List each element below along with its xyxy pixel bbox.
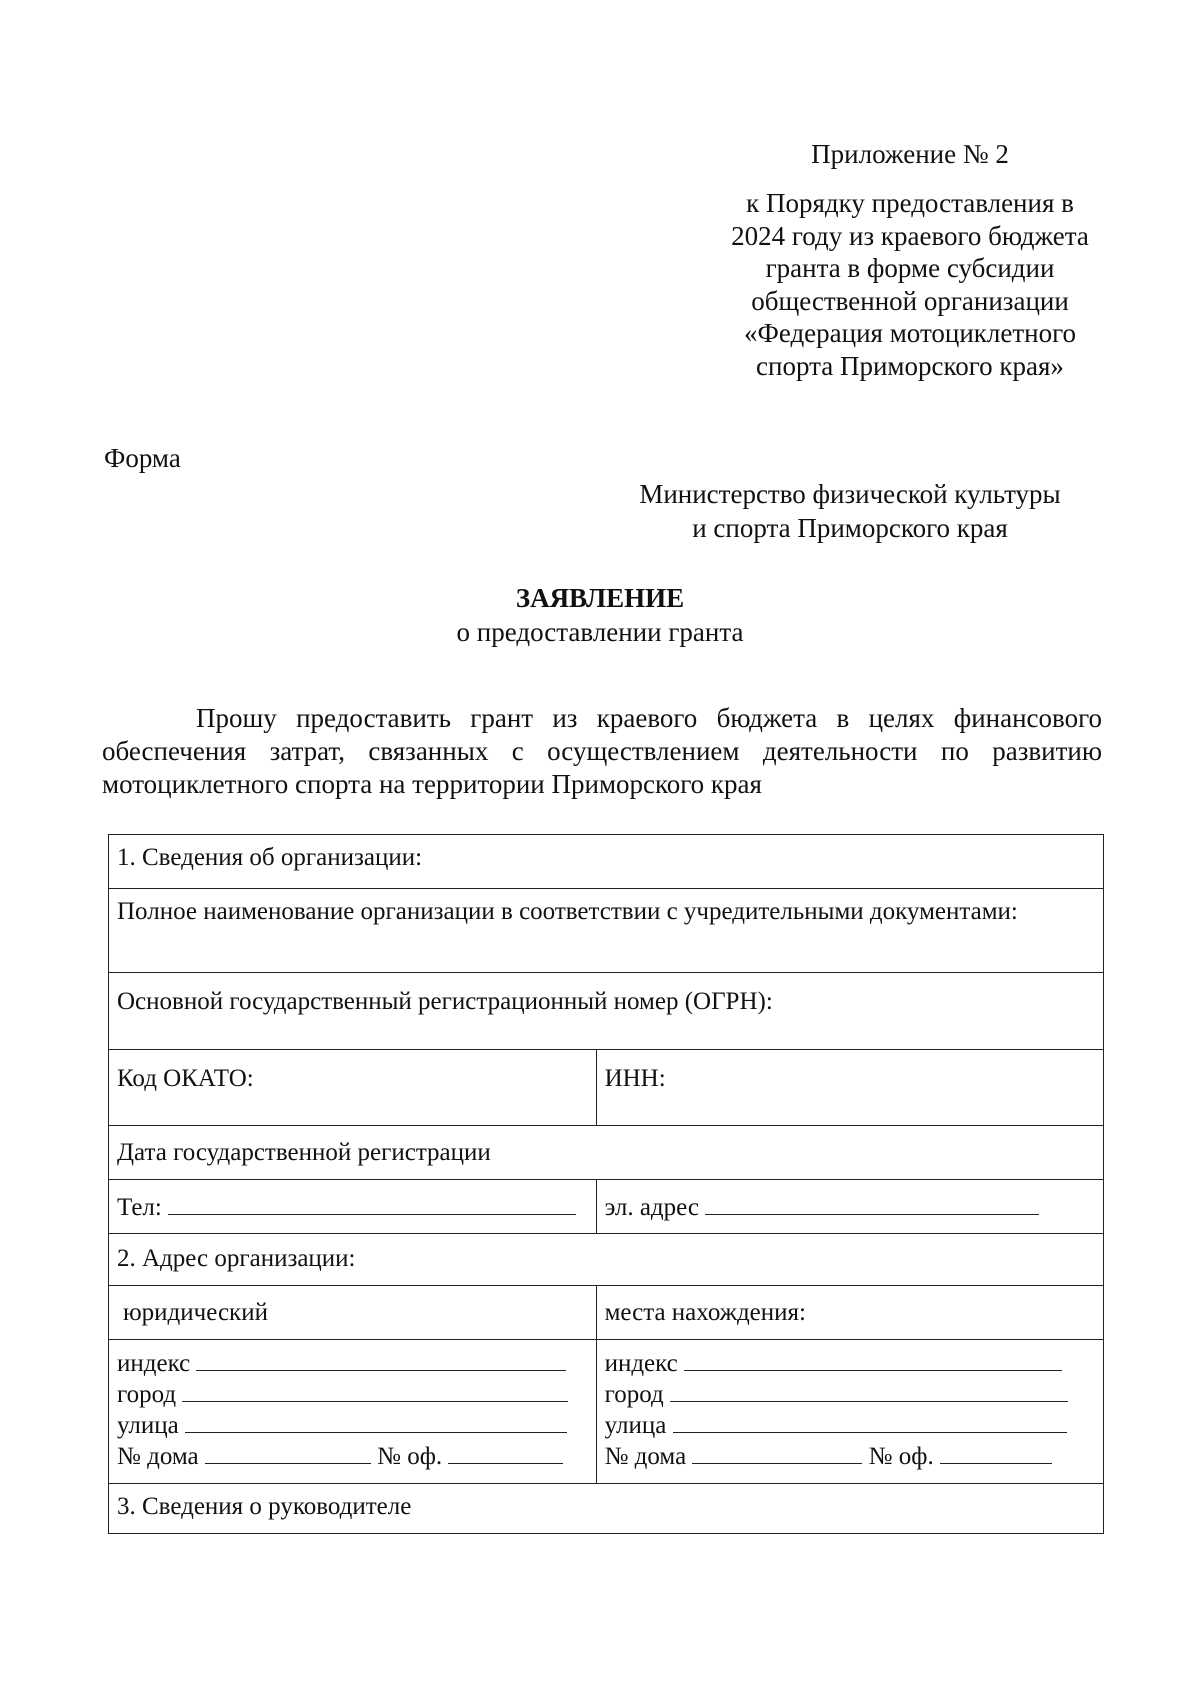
appendix-line: гранта в форме субсидии — [765, 253, 1055, 283]
legal-house-input[interactable] — [205, 1441, 371, 1464]
legal-address-header — [109, 1286, 597, 1340]
email-label: эл. адрес — [604, 1194, 699, 1221]
location-address-header: места нахождения: — [596, 1286, 1103, 1340]
location-house-row — [605, 1441, 1095, 1472]
ogrn-field[interactable]: Основной государственный регистрационный номер (ОГРН): — [109, 973, 1104, 1050]
location-index-input[interactable] — [684, 1348, 1062, 1371]
index-label: индекс — [117, 1350, 191, 1377]
ministry-addressee — [600, 477, 1100, 545]
phone-label: Тел: — [117, 1194, 162, 1221]
ministry-line-2: и спорта Приморского края — [692, 513, 1008, 543]
city-label: город — [604, 1381, 664, 1408]
location-street-input[interactable] — [673, 1410, 1067, 1433]
legal-street-row — [117, 1410, 588, 1441]
email-input[interactable] — [705, 1192, 1039, 1215]
legal-house-row — [117, 1441, 588, 1472]
application-form-table — [108, 834, 1104, 1534]
legal-city-row — [117, 1379, 588, 1410]
legal-city-input[interactable] — [182, 1379, 568, 1402]
document-subtitle: о предоставлении гранта — [456, 617, 744, 647]
section-organization-address: 2. Адрес организации: — [109, 1234, 1104, 1286]
office-label: № оф. — [868, 1443, 934, 1470]
appendix-title: Приложение № 2 — [811, 139, 1009, 169]
legal-index-input[interactable] — [196, 1348, 566, 1371]
request-line-1: Прошу предоставить грант из краевого бюджета в целях финансового — [196, 703, 1102, 733]
legal-office-input[interactable] — [448, 1441, 563, 1464]
okato-field[interactable]: Код ОКАТО: — [109, 1050, 597, 1126]
registration-date-field[interactable]: Дата государственной регистрации — [109, 1126, 1104, 1180]
location-index-row — [605, 1348, 1095, 1379]
location-office-input[interactable] — [940, 1441, 1052, 1464]
request-paragraph — [102, 702, 1102, 801]
legal-address-fields — [109, 1340, 597, 1484]
appendix-line: к Порядку предоставления в — [746, 188, 1074, 218]
location-house-input[interactable] — [692, 1441, 862, 1464]
ministry-line-1: Министерство физической культуры — [639, 479, 1061, 509]
city-label: город — [117, 1381, 177, 1408]
location-city-row — [605, 1379, 1095, 1410]
legal-street-input[interactable] — [185, 1410, 567, 1433]
appendix-line: общественной организации — [751, 285, 1069, 316]
phone-input[interactable] — [168, 1192, 576, 1215]
appendix-line: «Федерация мотоциклетного — [743, 318, 1077, 348]
inn-field[interactable]: ИНН: — [596, 1050, 1103, 1126]
email-cell — [596, 1180, 1103, 1234]
house-label: № дома — [117, 1443, 199, 1470]
location-address-fields — [596, 1340, 1103, 1484]
house-label: № дома — [604, 1443, 687, 1470]
appendix-reference — [690, 187, 1130, 382]
legal-index-row — [117, 1348, 588, 1379]
appendix-line: 2024 году из краевого бюджета — [731, 220, 1089, 251]
appendix-line: спорта Приморского края» — [756, 350, 1064, 381]
section-head-info: 3. Сведения о руководителе — [109, 1484, 1104, 1534]
index-label: индекс — [604, 1350, 678, 1377]
legal-address-label: юридический — [123, 1299, 268, 1326]
request-line-2: обеспечения затрат, связанных с осуществлением деятельности по развитию — [102, 736, 1102, 766]
location-street-row — [605, 1410, 1095, 1441]
document-title: ЗАЯВЛЕНИЕ — [515, 583, 685, 613]
location-city-input[interactable] — [670, 1379, 1068, 1402]
street-label: улица — [117, 1412, 179, 1439]
form-label: Форма — [104, 443, 181, 473]
office-label: № оф. — [377, 1443, 443, 1470]
section-organization-info: 1. Сведения об организации: — [109, 835, 1104, 889]
street-label: улица — [604, 1412, 667, 1439]
full-name-field[interactable]: Полное наименование организации в соответствии с учредительными документами: — [109, 889, 1104, 973]
request-line-3: мотоциклетного спорта на территории Приморского края — [102, 769, 762, 799]
phone-cell — [109, 1180, 597, 1234]
